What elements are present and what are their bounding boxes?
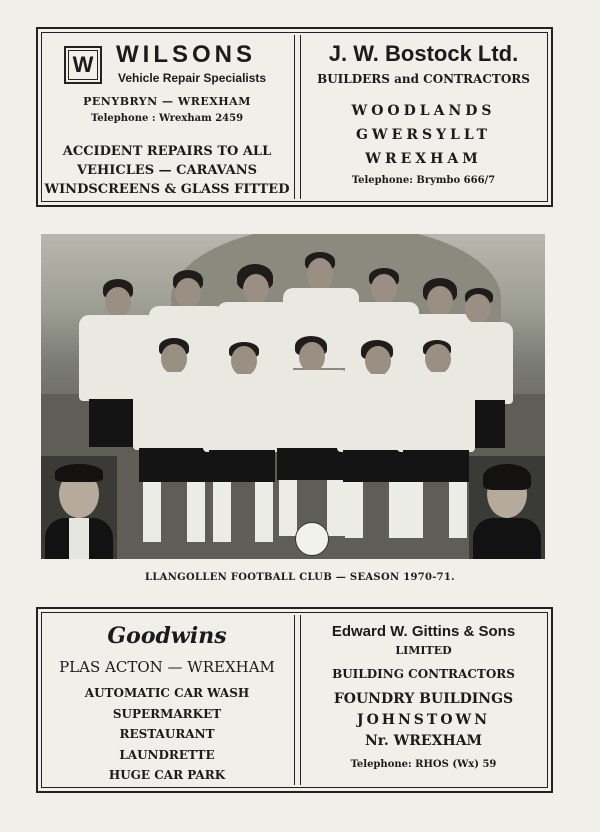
gittins-subtitle: BUILDING CONTRACTORS bbox=[332, 667, 515, 681]
gittins-address bbox=[296, 689, 551, 752]
bostock-telephone: Telephone: Brymbo 666/7 bbox=[351, 175, 496, 186]
bostock-address-line: GWERSYLLT bbox=[355, 127, 492, 143]
wilsons-address: PENYBRYN — WREXHAM bbox=[83, 95, 251, 108]
gittins-name: Edward W. Gittins & Sons bbox=[331, 623, 516, 640]
wilsons-service-line: WINDSCREENS & GLASS FITTED bbox=[44, 182, 290, 197]
gittins-address-line: FOUNDRY BUILDINGS bbox=[333, 691, 514, 707]
top-advert-box bbox=[36, 27, 553, 207]
goodwins-service-line: AUTOMATIC CAR WASH bbox=[84, 686, 250, 700]
bostock-address-line: WREXHAM bbox=[365, 151, 482, 167]
wilsons-service-line: ACCIDENT REPAIRS TO ALL bbox=[62, 144, 272, 159]
wilsons-services bbox=[38, 142, 296, 199]
goodwins-service-line: HUGE CAR PARK bbox=[108, 768, 226, 782]
goodwins-services bbox=[38, 683, 296, 786]
wilsons-service-line: VEHICLES — CARAVANS bbox=[76, 163, 257, 178]
wilsons-advert bbox=[38, 29, 296, 205]
goodwins-advert bbox=[38, 609, 296, 791]
football bbox=[295, 522, 329, 556]
bostock-advert bbox=[296, 29, 551, 205]
inset-portrait-right bbox=[469, 456, 545, 559]
bostock-name: J. W. Bostock Ltd. bbox=[328, 41, 519, 66]
goodwins-service-line: SUPERMARKET bbox=[112, 706, 222, 721]
team-photo bbox=[41, 234, 545, 559]
bostock-address-line: WOODLANDS bbox=[351, 103, 496, 119]
gittins-limited: LIMITED bbox=[395, 644, 452, 657]
gittins-address-line: JOHNSTOWN bbox=[356, 712, 491, 728]
bottom-advert-box bbox=[36, 607, 553, 793]
goodwins-address: PLAS ACTON — WREXHAM bbox=[59, 658, 275, 676]
bostock-subtitle: BUILDERS and CONTRACTORS bbox=[317, 72, 530, 86]
gittins-telephone: Telephone: RHOS (Wx) 59 bbox=[350, 759, 497, 770]
goodwins-name: Goodwins bbox=[107, 623, 227, 649]
gittins-address-line: Nr. WREXHAM bbox=[364, 733, 483, 749]
wilsons-logo bbox=[64, 46, 102, 84]
wilsons-telephone: Telephone : Wrexham 2459 bbox=[90, 113, 244, 124]
bostock-address bbox=[296, 99, 551, 171]
wilsons-logo-letter: W bbox=[68, 50, 98, 80]
inset-portrait-left bbox=[41, 456, 117, 559]
photo-caption: LLANGOLLEN FOOTBALL CLUB — SEASON 1970-71. bbox=[145, 572, 455, 583]
gittins-advert bbox=[296, 609, 551, 791]
wilsons-subtitle: Vehicle Repair Specialists bbox=[118, 71, 267, 85]
goodwins-service-line: RESTAURANT bbox=[119, 727, 215, 741]
goodwins-service-line: LAUNDRETTE bbox=[119, 747, 215, 762]
wilsons-name: WILSONS bbox=[116, 41, 256, 68]
